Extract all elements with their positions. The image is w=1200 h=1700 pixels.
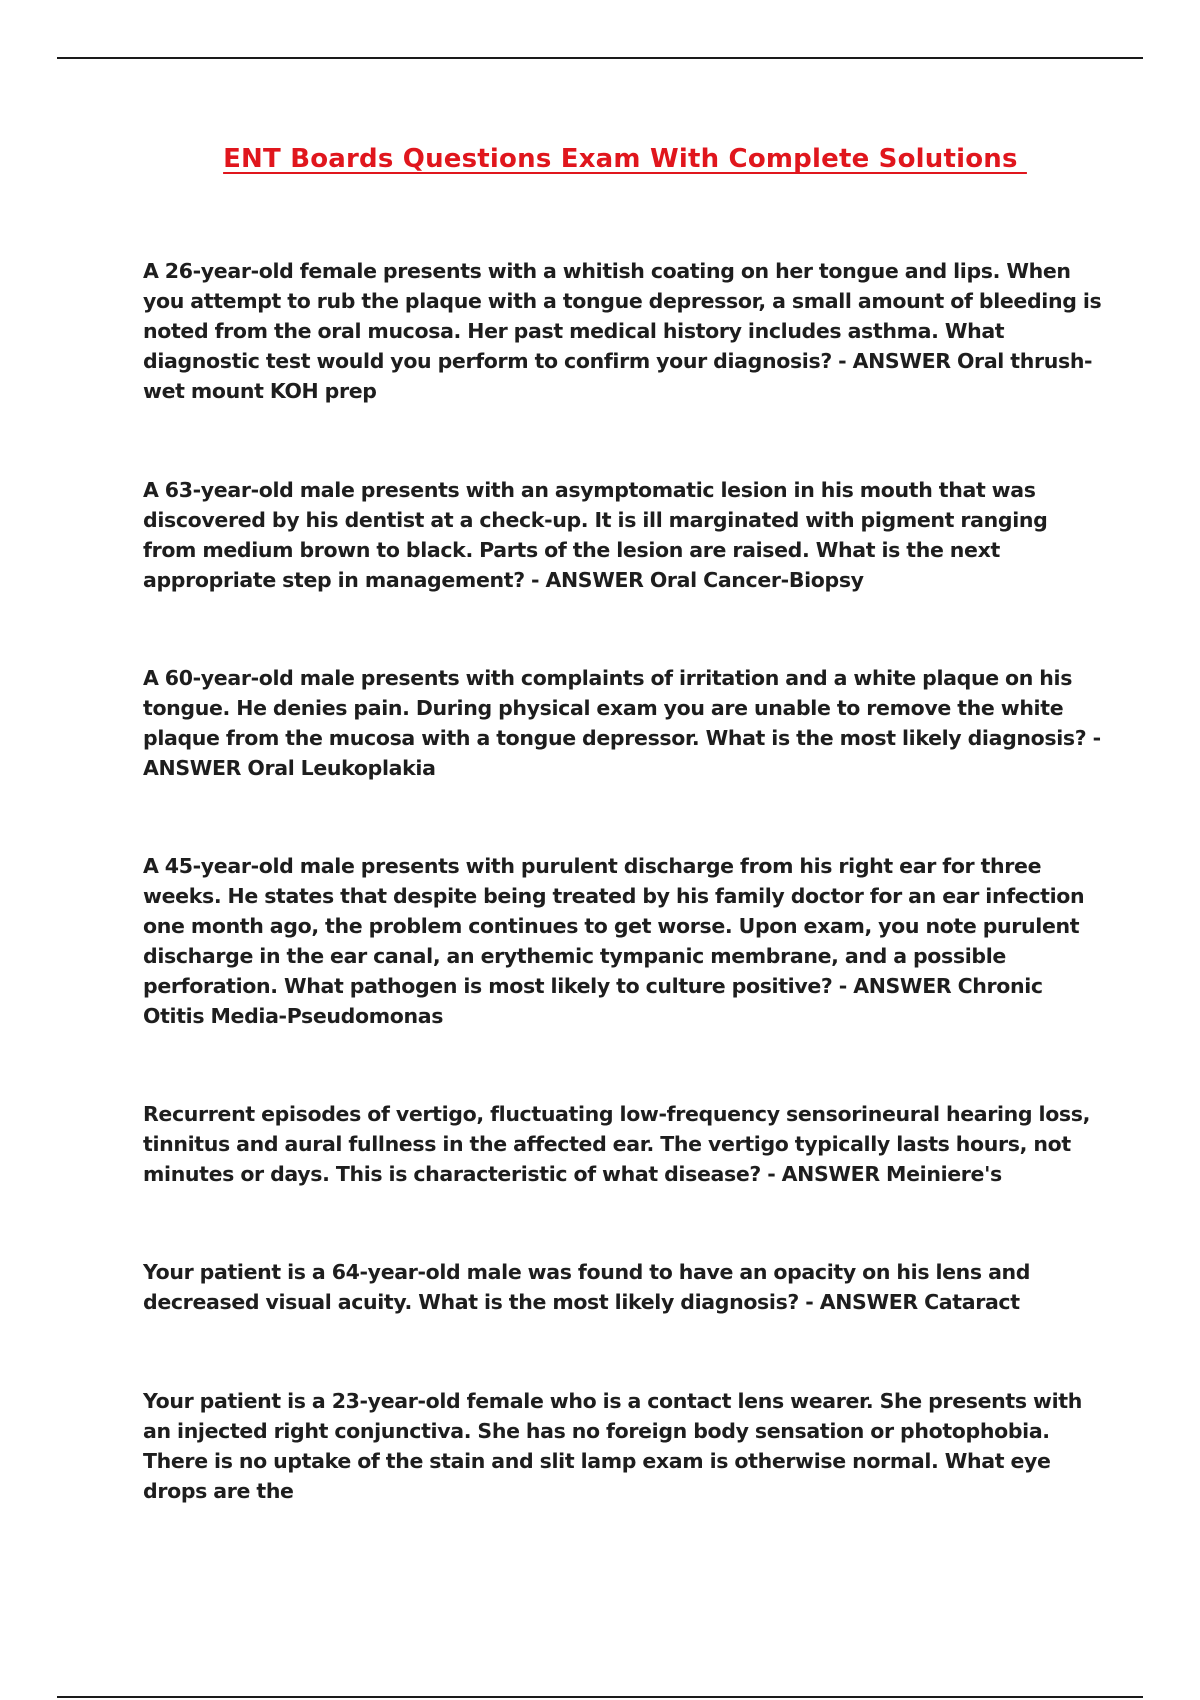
qa-item: Your patient is a 23-year-old female who is a contact lens wearer. She presents with an injected right conjunctiva. She has no foreign body sensation or photophobia. There is no uptake of the stain and slit lamp exam is otherwise normal. What eye drops are the bbox=[143, 1389, 1082, 1503]
qa-item: A 26-year-old female presents with a whitish coating on her tongue and lips. When you attempt to rub the plaque with a tongue depressor, a small amount of bleeding is noted from the oral mucosa. Her past medical history includes asthma. What diagnostic test would you perform to confirm your diagnosis? - ANSWER Oral thrush-wet mount KOH prep bbox=[143, 259, 1102, 403]
qa-item: A 60-year-old male presents with complaints of irritation and a white plaque on his tongue. He denies pain. During physical exam you are unable to remove the white plaque from the mucosa with a tongue depressor. What is the most likely diagnosis? - ANSWER Oral Leukoplakia bbox=[143, 666, 1101, 780]
qa-item: A 63-year-old male presents with an asymptomatic lesion in his mouth that was discovered by his dentist at a check-up. It is ill marginated with pigment ranging from medium brown to black. Parts of the lesion are raised. What is the next appropriate step in management? - ANSWER Oral Cancer-Biopsy bbox=[143, 478, 1048, 592]
document-title: ENT Boards Questions Exam With Complete Solutions bbox=[223, 144, 1027, 174]
bottom-rule bbox=[57, 1696, 1143, 1698]
qa-item: Recurrent episodes of vertigo, fluctuating low-frequency sensorineural hearing loss, tinnitus and aural fullness in the affected ear. The vertigo typically lasts hours, not minutes or days. This is characteristic of what disease? - ANSWER Meiniere's bbox=[143, 1102, 1091, 1186]
qa-item: Your patient is a 64-year-old male was found to have an opacity on his lens and decreased visual acuity. What is the most likely diagnosis? - ANSWER Cataract bbox=[143, 1260, 1031, 1314]
qa-item: A 45-year-old male presents with purulent discharge from his right ear for three weeks. He states that despite being treated by his family doctor for an ear infection one month ago, the problem continues to get worse. Upon exam, you note purulent discharge in the ear canal, an erythemic tympanic membrane, and a possible perforation. What pathogen is most likely to culture positive? - ANSWER Chronic Otitis Media-Pseudomonas bbox=[143, 854, 1085, 1028]
top-rule bbox=[57, 57, 1143, 59]
